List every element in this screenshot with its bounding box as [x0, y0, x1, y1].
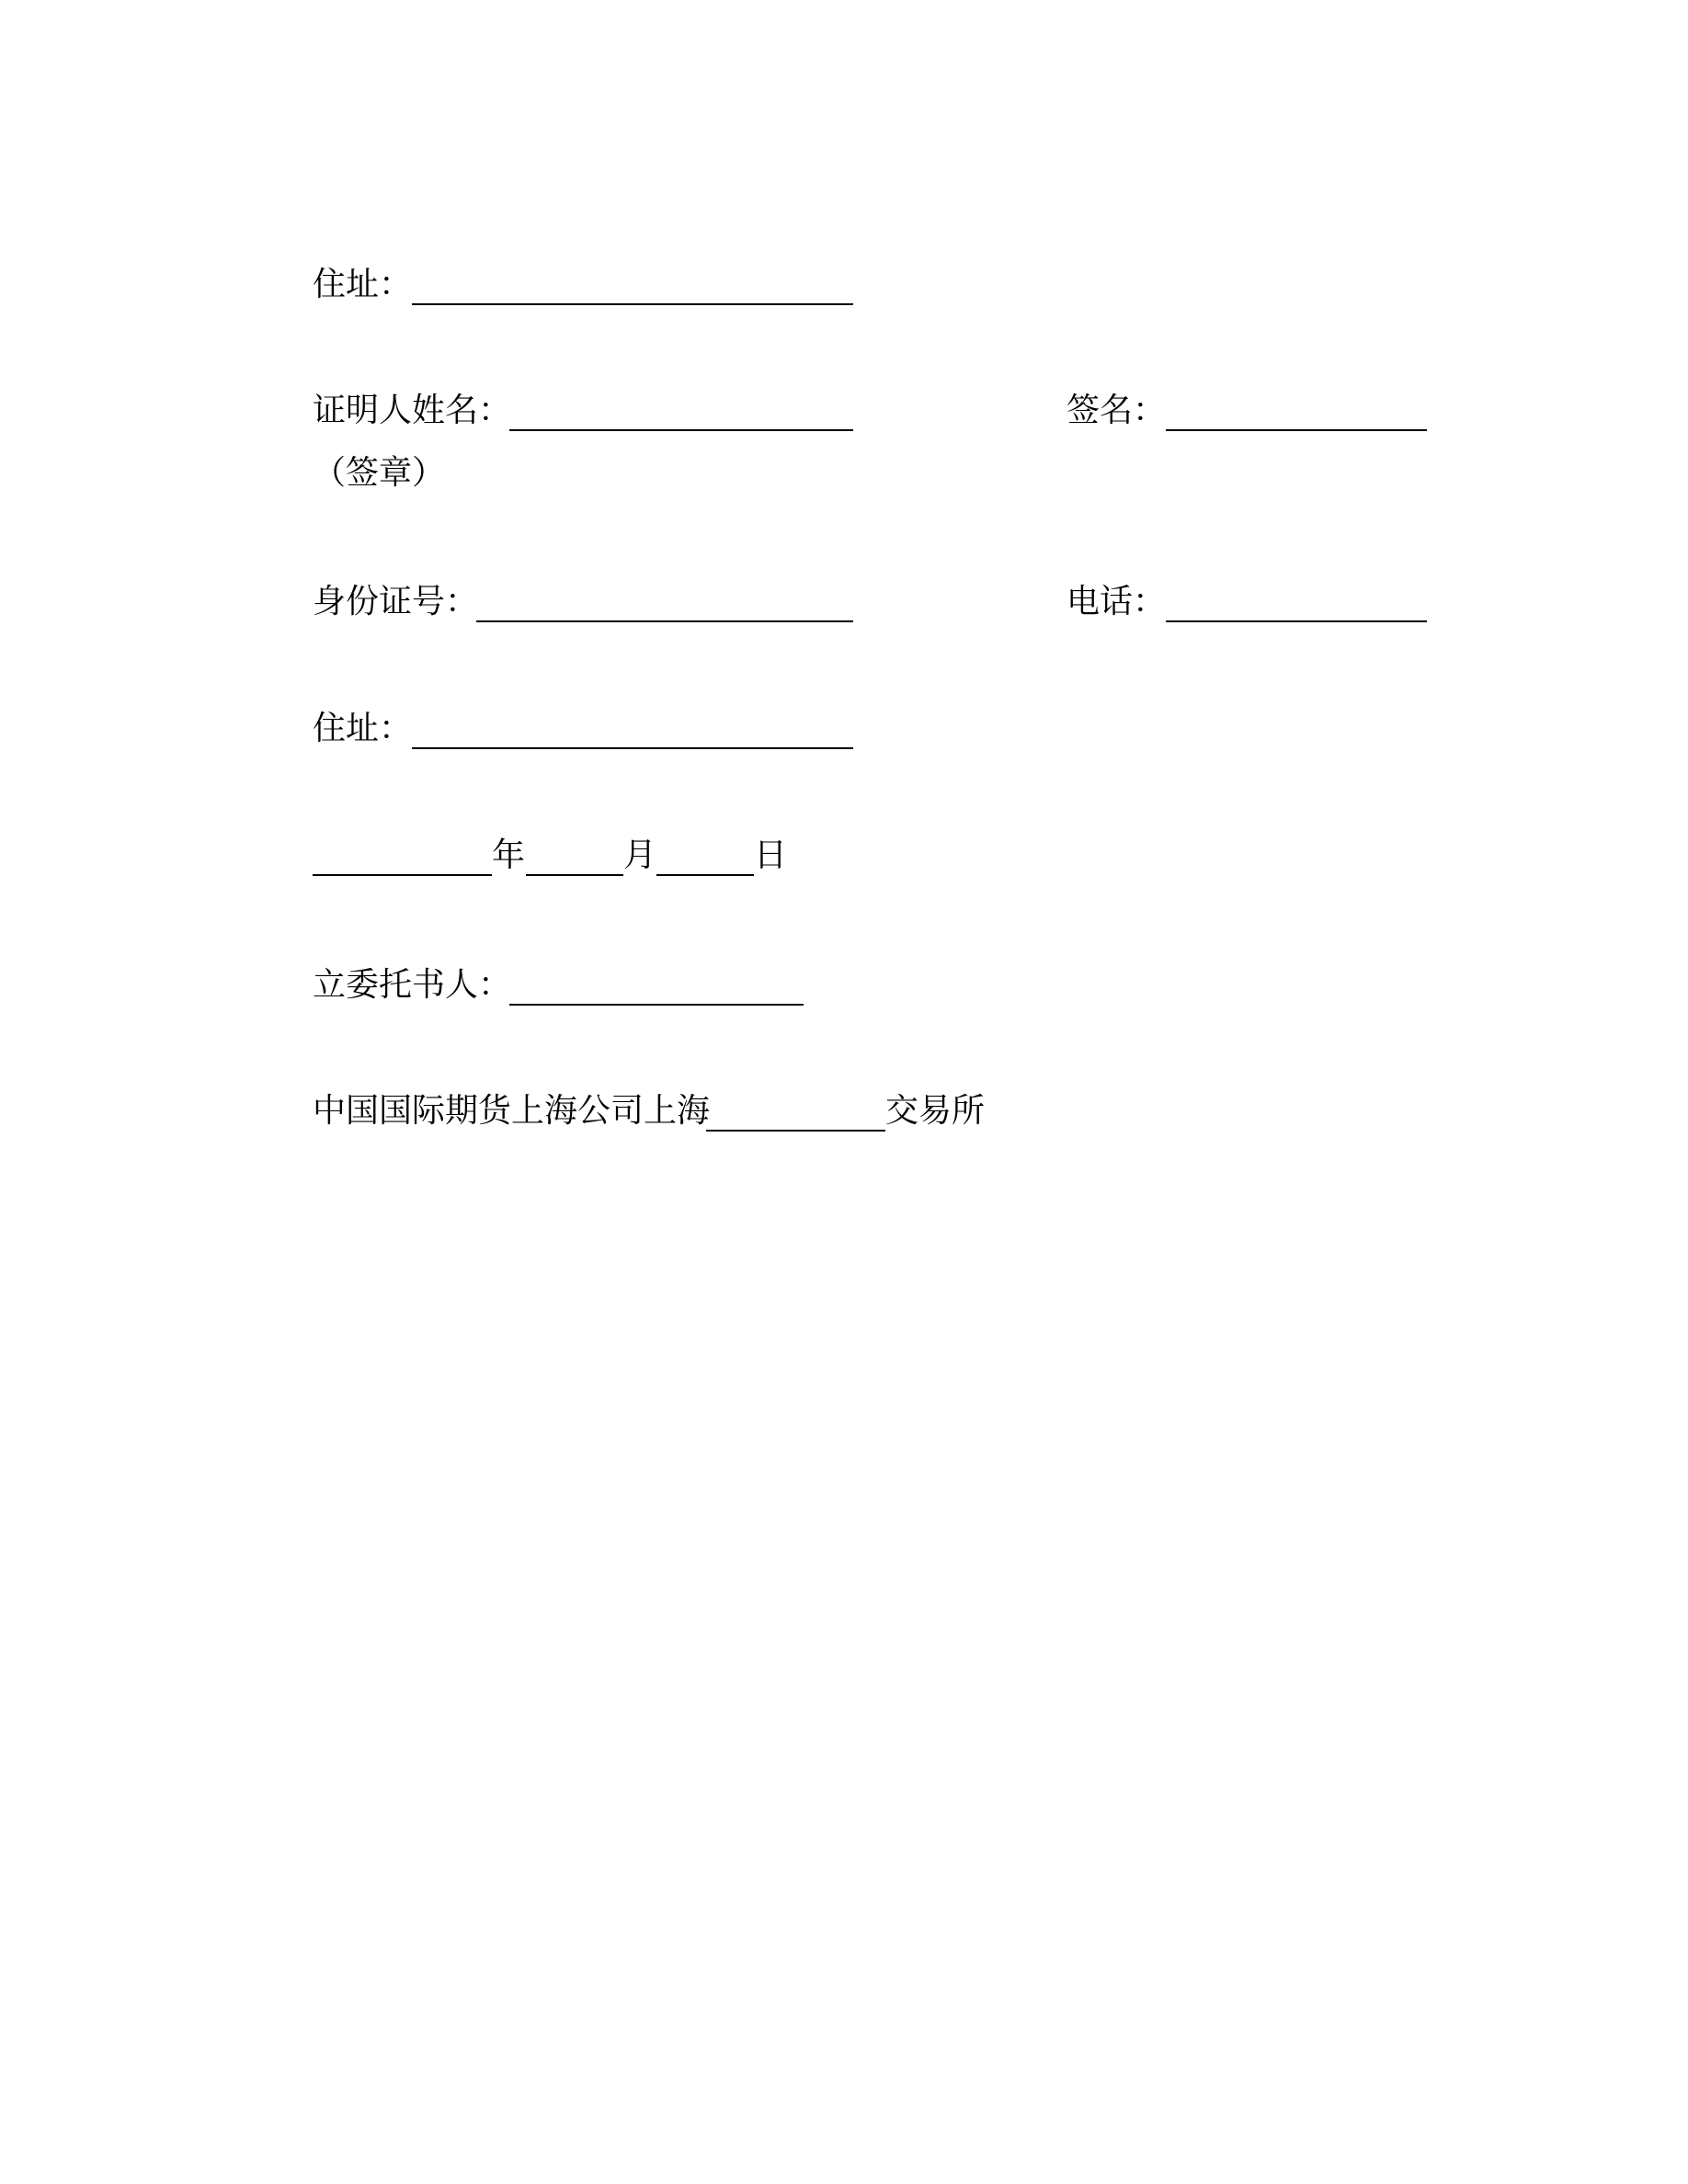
principal-field[interactable] [509, 1004, 804, 1006]
year-label: 年 [492, 836, 526, 874]
witness-name-label: 证明人姓名： [313, 392, 512, 429]
address-label: 住址： [313, 266, 413, 303]
firm-suffix: 交易所 [885, 1092, 986, 1130]
address-label: 住址： [313, 710, 413, 747]
id-number-field[interactable] [476, 620, 853, 622]
signature-field[interactable] [1166, 429, 1427, 431]
signature-label: 签名： [1066, 392, 1167, 429]
phone-field[interactable] [1166, 620, 1427, 622]
witness-name-field[interactable] [509, 429, 853, 431]
phone-label: 电话： [1066, 583, 1167, 620]
month-label: 月 [623, 836, 657, 874]
principal-label: 立委托书人： [313, 966, 512, 1004]
exchange-name-field[interactable] [706, 1130, 885, 1132]
month-field[interactable] [526, 874, 623, 876]
firm-prefix: 中国国际期货上海公司上海 [313, 1092, 711, 1130]
address-field[interactable] [412, 747, 853, 749]
day-label: 日 [754, 836, 788, 874]
address-field[interactable] [412, 303, 853, 305]
year-field[interactable] [313, 874, 492, 876]
seal-note: （签章） [313, 454, 446, 492]
id-number-label: 身份证号： [313, 583, 479, 620]
day-field[interactable] [656, 874, 754, 876]
